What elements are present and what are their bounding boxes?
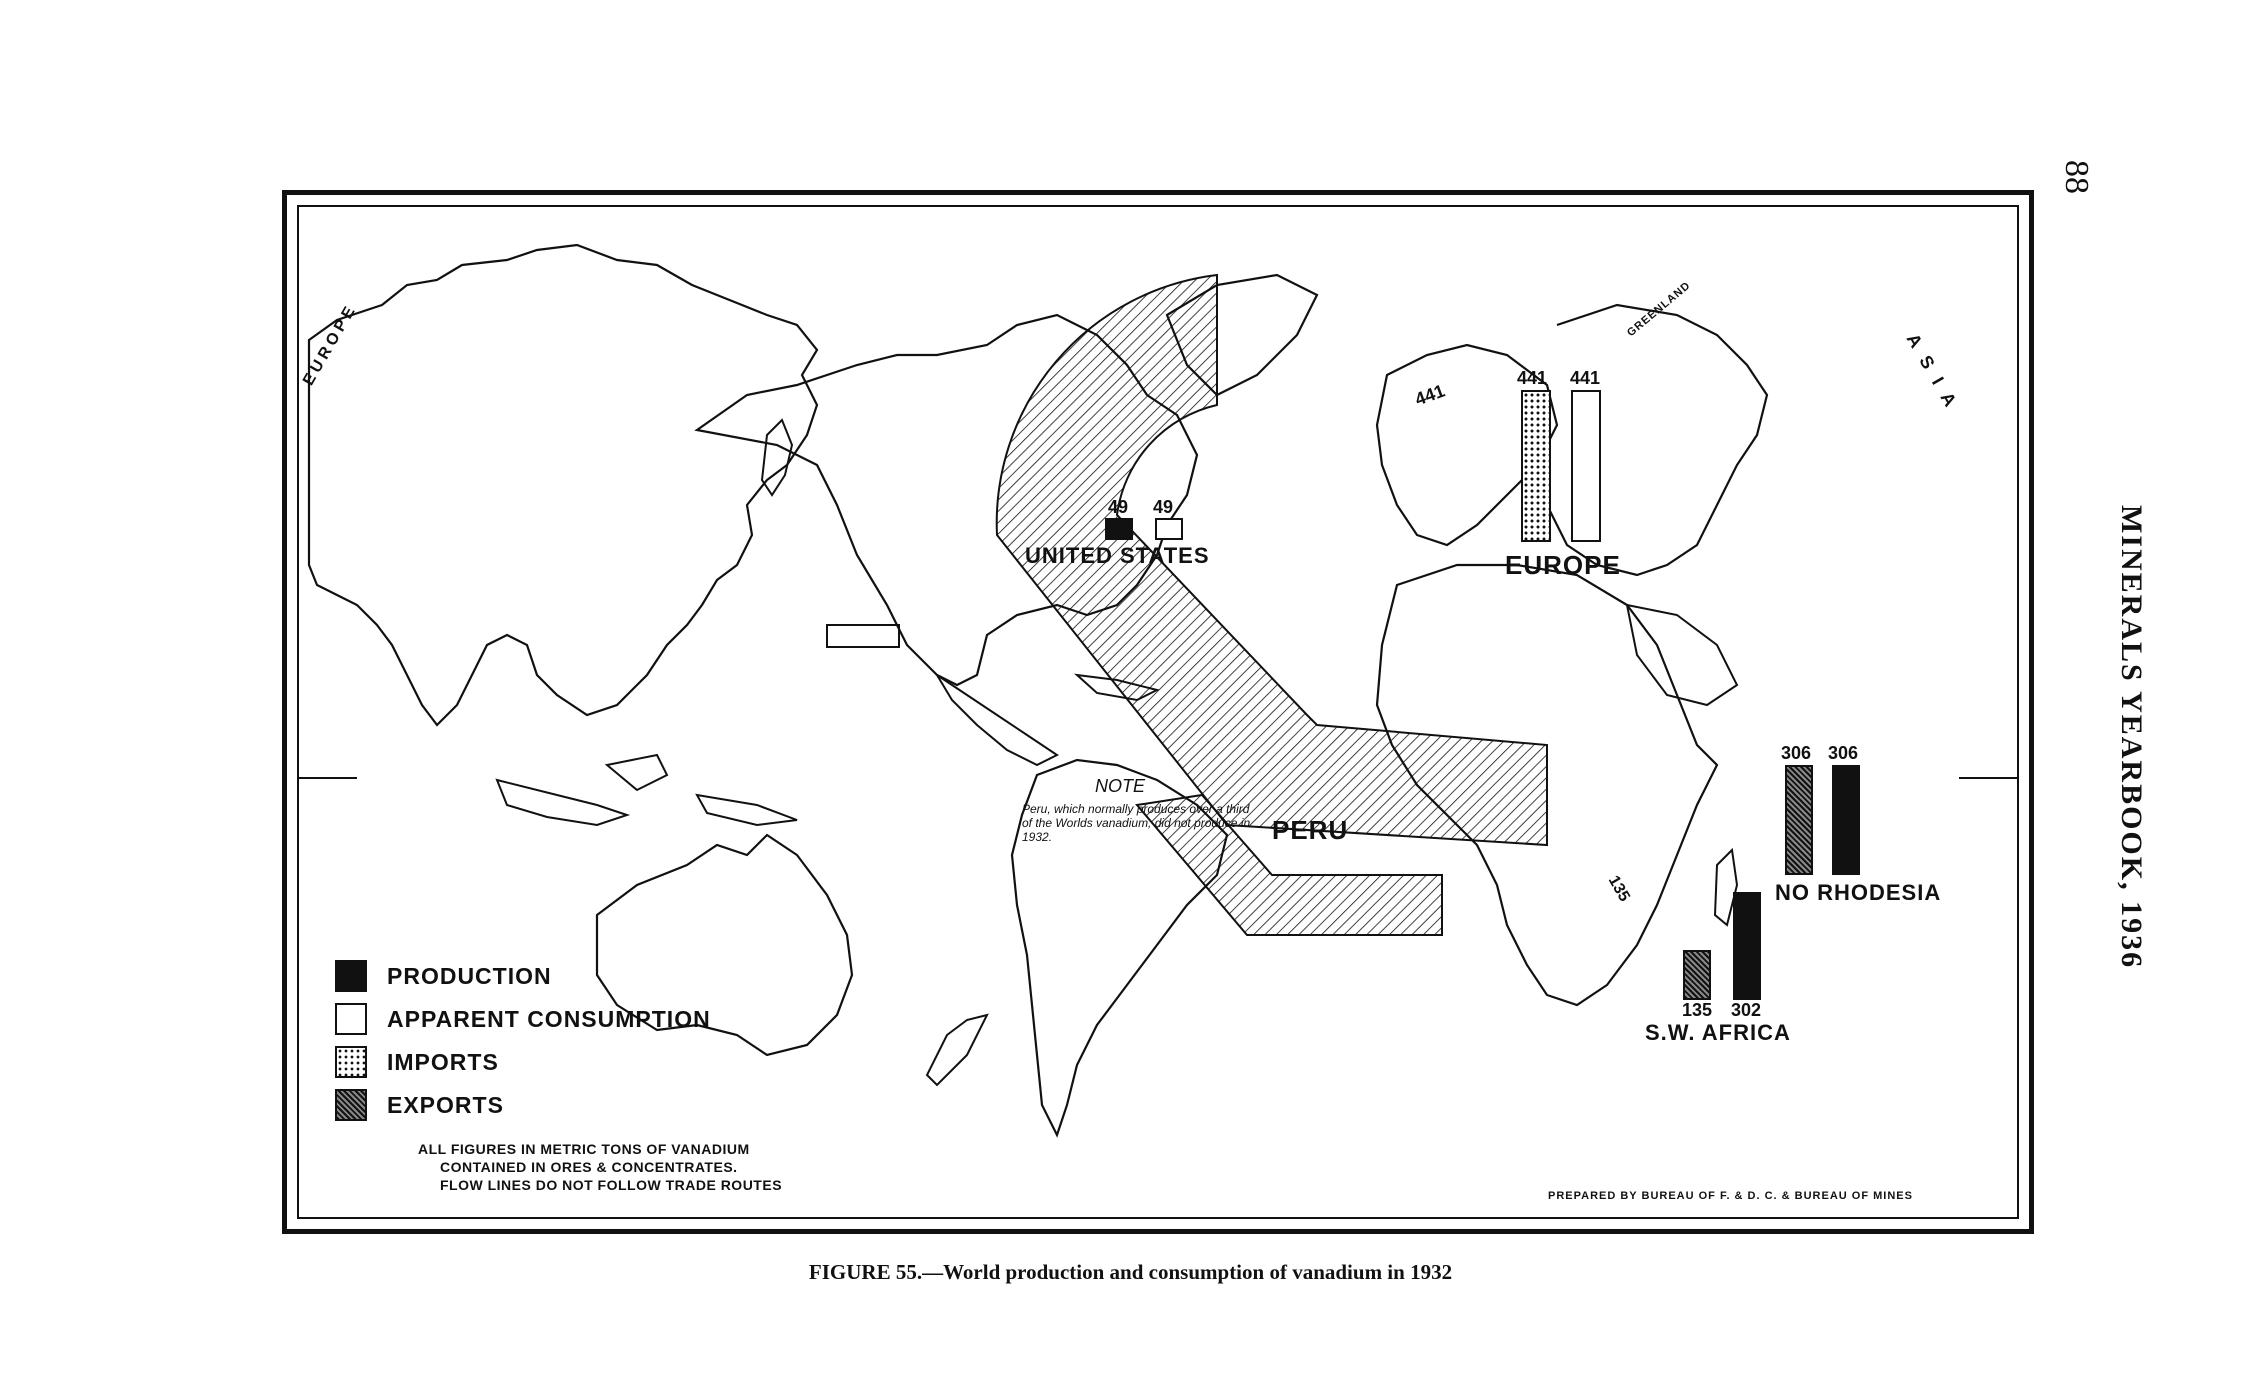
legend-label-consumption: APPARENT CONSUMPTION [387, 1005, 711, 1032]
sw-africa-exports-bar [1683, 950, 1711, 1000]
figure-caption: FIGURE 55.—World production and consumption of vanadium in 1932 [808, 1260, 1453, 1284]
us-production-bar [1105, 518, 1133, 540]
legend-consumption [335, 1003, 711, 1035]
new-zealand [927, 1015, 987, 1085]
world-map [297, 205, 2019, 1219]
us-consumption-bar [1155, 518, 1183, 540]
europe-imports-bar [1521, 390, 1551, 542]
asia-landmass [309, 245, 817, 725]
page-number: 88 [2058, 160, 2095, 194]
flow-label-to-europe: 441 [1412, 380, 1448, 410]
europe-consumption-bar [1571, 390, 1601, 542]
region-label-peru: PERU [1272, 815, 1349, 845]
legend-imports [335, 1046, 499, 1078]
us-consumption-value: 49 [1153, 497, 1174, 517]
geo-label-europe-west: EUROPE [300, 300, 361, 389]
europe-imports-value: 441 [1517, 368, 1548, 388]
legend-label-exports: EXPORTS [387, 1091, 504, 1118]
us-production-value: 49 [1108, 497, 1129, 517]
prepared-by-credit: PREPARED BY BUREAU OF F. & D. C. & BUREAU OF MINES [1548, 1190, 1913, 1202]
region-label-no-rhodesia: NO RHODESIA [1775, 880, 1942, 905]
map-footnote [418, 1140, 782, 1194]
indonesia-islands [497, 755, 797, 825]
central-america [937, 675, 1057, 765]
rhodesia-exports-bar [1785, 765, 1813, 875]
europe-consumption-value: 441 [1570, 368, 1601, 388]
footnote-line: FLOW LINES DO NOT FOLLOW TRADE ROUTES [440, 1177, 783, 1193]
legend-production [335, 960, 552, 992]
geo-label-asia: A S I A [1902, 330, 1963, 414]
legend-swatch-consumption [335, 1003, 367, 1035]
legend-exports [335, 1089, 504, 1121]
region-label-europe: EUROPE [1505, 550, 1621, 580]
legend-swatch-production [335, 960, 367, 992]
legend-label-imports: IMPORTS [387, 1048, 499, 1075]
geo-label-greenland: GREENLAND [1625, 279, 1693, 340]
legend-swatch-imports [335, 1046, 367, 1078]
note-body: Peru, which normally produces over a third of the Worlds vanadium, did not produce in 1932. [1022, 802, 1251, 844]
sw-africa-exports-value: 135 [1682, 1000, 1713, 1020]
footnote-line: CONTAINED IN ORES & CONCENTRATES. [440, 1159, 738, 1175]
legend-swatch-exports [335, 1089, 367, 1121]
region-label-united-states: UNITED STATES [1025, 543, 1210, 568]
hawaii-inset [827, 625, 899, 647]
rhodesia-production-value: 306 [1828, 743, 1859, 763]
sw-africa-production-bar [1733, 892, 1761, 1000]
footnote-line: ALL FIGURES IN METRIC TONS OF VANADIUM [418, 1141, 750, 1157]
flow-label-sw-africa: 135 [1604, 872, 1633, 905]
legend-label-production: PRODUCTION [387, 962, 552, 989]
rhodesia-exports-value: 306 [1781, 743, 1812, 763]
running-title: MINERALS YEARBOOK, 1936 [2115, 505, 2148, 970]
japan-landmass [762, 420, 792, 495]
sw-africa-production-value: 302 [1731, 1000, 1762, 1020]
rhodesia-production-bar [1832, 765, 1860, 875]
region-label-sw-africa: S.W. AFRICA [1645, 1020, 1791, 1045]
note-title: NOTE [1095, 776, 1146, 796]
arabian-peninsula [1627, 605, 1737, 705]
